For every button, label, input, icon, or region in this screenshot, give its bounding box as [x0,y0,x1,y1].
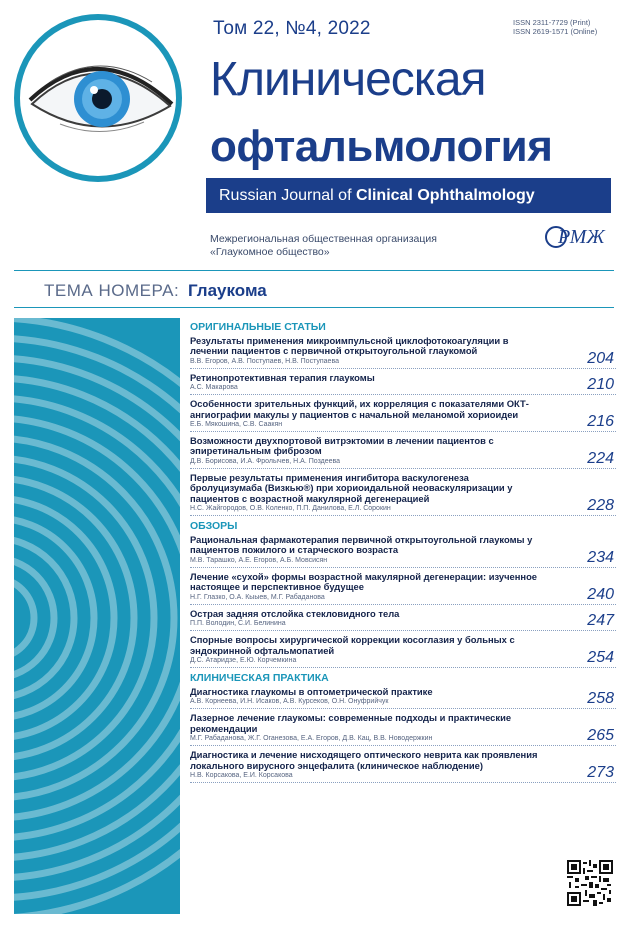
toc-entry[interactable] [190,336,616,369]
entry-page: 247 [587,612,614,630]
entry-title: Особенности зрительных функций, их корреляция с показателями ОКТ-ангиографии макулы у пациентов с начальной меланомой хориоидеи [190,398,529,420]
toc-entry[interactable] [190,436,616,469]
theme-label: ТЕМА НОМЕРА [44,281,174,300]
entry-title: Лечение «сухой» формы возрастной макулярной дегенерации: изученное настоящее и перспективное будущее [190,570,538,593]
journal-title-line2: офтальмология [210,122,553,171]
organization-line2: «Глаукомное общество» [210,246,330,258]
entry-authors: Е.Б. Мякошина, С.В. Саакян [190,421,283,429]
section-heading-original: ОРИГИНАЛЬНЫЕ СТАТЬИ [190,321,326,333]
entry-page: 204 [587,349,614,367]
entry-authors: Н.Г. Глазко, О.А. Кыыев, М.Г. Рабаданова [190,593,325,601]
entry-title: Первые результаты применения ингибитора васкулогенеза бролуцизумаба (Визкью®) при хориоидальной неоваскуляризации у пациентов с возрастной макулярной дегенерацией [190,471,513,504]
entry-authors: А.С. Макарова [190,384,238,392]
entry-authors: Д.С. Атаридзе, Е.Ю. Корчемкина [190,656,297,664]
entry-authors: М.В. Тарашко, А.Е. Егоров, А.Б. Мовсисян [190,556,328,564]
issn-print: ISSN 2311-7729 (Print) [513,18,591,27]
toc-entry[interactable] [190,373,616,395]
toc-entry[interactable] [190,572,616,605]
entry-authors: В.В. Егоров, А.В. Поступаев, Н.В. Поступаева [190,357,339,365]
entry-page: 265 [587,727,614,745]
entry-page: 216 [587,413,614,431]
entry-title: Результаты применения микроимпульсной циклофотокоагуляции в лечении пациентов с первичной открытоугольной глаукомой [190,335,509,357]
volume-issue: Том 22, №4, 2022 [213,18,371,39]
divider-top [14,270,614,271]
entry-page: 240 [587,585,614,603]
entry-title: Острая задняя отслойка стекловидного тела [190,607,400,619]
entry-authors: П.П. Володин, С.И. Белинина [190,620,286,628]
entry-authors: А.В. Корнеева, И.Н. Исаков, А.В. Курсеков, О.Н. Онуфрийчук [190,698,389,706]
toc-entry[interactable] [190,399,616,432]
toc-entry[interactable] [190,750,616,783]
journal-title-line1: Клиническая [210,53,486,106]
entry-page: 210 [587,376,614,394]
table-of-contents [190,319,616,787]
organization-line1: Межрегиональная общественная организация [210,233,437,245]
qr-code[interactable] [567,860,613,906]
entry-authors: Н.С. Жайгородов, О.В. Коленко, П.П. Данилова, Е.Л. Сорокин [190,505,391,513]
toc-entry[interactable] [190,473,616,516]
entry-authors: Н.В. Корсакова, Е.И. Корсакова [190,771,293,779]
entry-page: 224 [587,449,614,467]
entry-page: 273 [587,763,614,781]
toc-entry[interactable] [190,635,616,668]
eye-icon [20,20,176,176]
entry-title: Диагностика и лечение нисходящего оптического неврита как проявления локального вирусного энцефалита (клиническое наблюдение) [190,749,538,771]
entry-title: Лазерное лечение глаукомы: современные подходы и практические рекомендации [190,712,512,734]
section-heading-practice: КЛИНИЧЕСКАЯ ПРАКТИКА [190,671,329,684]
entry-title: Спорные вопросы хирургической коррекции косоглазия у больных с эндокринной офтальмопатией [190,634,515,656]
entry-page: 228 [587,497,614,515]
english-title-banner [206,178,611,213]
cover-eye-illustration [14,14,182,182]
entry-page: 254 [587,648,614,666]
entry-title: Возможности двухпортовой витрэктомии в лечении пациентов с эпиретинальным фиброзом [190,435,494,457]
english-title-plain: Russian Journal of [219,187,356,204]
entry-page: 258 [587,690,614,708]
entry-authors: М.Г. Рабаданова, Ж.Г. Оганезова, Е.А. Егоров, Д.В. Кац, В.В. Новодержкин [190,735,433,743]
entry-title: Диагностика глаукомы в оптометрической практике [190,685,433,697]
toc-entry[interactable] [190,713,616,746]
theme-colon: : [174,281,179,300]
theme-value: Глаукома [188,281,267,300]
issn-online: ISSN 2619-1571 (Online) [513,27,598,36]
toc-entry[interactable] [190,535,616,568]
organization [210,233,437,259]
toc-entry[interactable] [190,609,616,631]
section-heading-reviews: ОБЗОРЫ [190,520,238,533]
publisher-logo: РМЖ [558,226,605,248]
issn-block [513,18,597,36]
toc-entry[interactable] [190,687,616,709]
divider-bottom [14,307,614,308]
entry-page: 234 [587,548,614,566]
concentric-circles-icon [14,318,180,914]
qr-code-icon [567,860,613,906]
decorative-panel [14,318,180,914]
english-title-bold: Clinical Ophthalmology [355,187,535,204]
entry-title: Ретинопротективная терапия глаукомы [190,371,375,383]
entry-authors: Д.В. Борисова, И.А. Фролычев, Н.А. Поздеева [190,457,341,465]
entry-title: Рациональная фармакотерапия первичной открытоугольной глаукомы у пациентов пожилого и старческого возраста [190,534,533,556]
